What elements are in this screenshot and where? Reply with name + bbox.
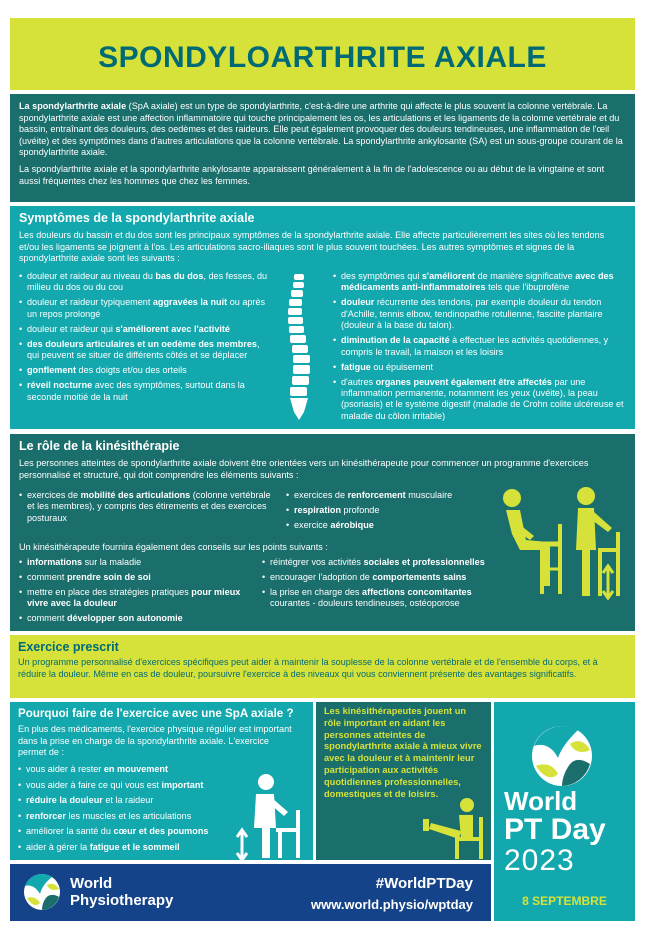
world-pt-day-logo [494,702,635,921]
symptoms-list-left [19,271,269,407]
logo-year-text: 2023 [504,844,575,877]
footer-org-line-2: Physiotherapy [70,892,174,909]
logo-ptday-text: PT Day [504,813,606,846]
intro-section [10,94,635,202]
role-section [316,702,491,860]
symptoms-section [10,206,635,429]
list-item: • vous aider à rester en mouvement [18,764,233,775]
list-item: • douleur et raideur typiquement aggravées la nuit ou après un repos prolongé [19,297,269,320]
list-item: • des symptômes qui s'améliorent de manière significative avec des médicaments anti-inflammatoires tels que l'ibuprofène [333,271,631,294]
kine-advice-title: Un kinésithérapeute fournira également des conseils sur les points suivants : [19,542,328,552]
list-item: • aider à gérer la fatigue et le sommeil [18,842,233,853]
kine-intro: Les personnes atteintes de spondylarthrite axiale doivent être orientées vers un kinésithérapeute pour commencer un programme d'exercices personnalisé et structuré, qui doit comprendre les éléments suivants : [19,458,589,480]
list-item: • douleur et raideur qui s'améliorent avec l'activité [19,324,269,335]
role-text: Les kinésithérapeutes jouent un rôle important en aidant les personnes atteintes de spondylarthrite axiale à mieux vivre avec la douleur et à maintenir leur participation aux activités quotidiennes professionnelles, domestiques et de loisirs. [324,706,482,799]
list-item: • améliorer la santé du cœur et des poumons [18,826,233,837]
advice-list-left [19,557,259,628]
footer-org-name [70,875,173,909]
list-item: • d'autres organes peuvent également être affectés par une inflammation permanente, notamment les yeux (uvéite), la peau (psoriasis) et le système digestif (maladie de Crohn colite ulcéreuse et maladie du côlon irritable) [333,377,631,423]
list-item: • réduire la douleur et la raideur [18,795,233,806]
intro-text: (SpA axiale) est un type de spondylarthrite, c'est-à-dire une arthrite qui affecte le plus souvent la colonne vertébrale. La spondylarthrite axiale est une affection inflammatoire qui touche principalement les os, les articulations et les ligaments de la colonne vertébrale et du bassin, entraînant des douleurs, des oedèmes et des raideurs. Elle peut également provoquer des douleurs tendineuses, une inflammation de l'œil (uvéite) et des symptômes dans d'autres articulations que la colonne vertébrale. La spondylarthrite ankylosante (SA) est un sous-groupe courant de la spondylarthrite axiale. [19,101,623,158]
footer-url-link[interactable]: www.world.physio/wptday [310,897,473,912]
list-item: • douleur récurrente des tendons, par exemple douleur du tendon d'Achille, tennis elbow, tendinopathie rotulienne, fasciite plantaire (douleur à la base du talon). [333,297,631,331]
advice-list-right [262,557,507,613]
kine-section [10,434,635,631]
logo-world-text: World [504,786,578,816]
why-title: Pourquoi faire de l'exercice avec une SpA axiale ? [18,707,294,720]
footer-org-line-1: World [70,875,113,892]
page-title: SPONDYLOARTHRITE AXIALE [98,41,547,74]
exercise-list-left [19,490,279,528]
spine-icon [278,272,318,422]
list-item: • renforcer les muscles et les articulations [18,811,233,822]
why-list [18,764,233,858]
prescribed-text: Un programme personnalisé d'exercices spécifiques peut aider à maintenir la souplesse de la colonne vertébrale et de l'ensemble du corps, et à réduire la douleur. Même en cas de douleur, poursuivre l'exercice à des niveaux qui vous conviennent présente des avantages significatifs. [18,657,598,679]
exercise-list-right [286,490,486,535]
world-physiotherapy-globe-icon [528,722,596,790]
list-item: • des douleurs articulaires et un oedème des membres, qui peuvent se situer de différents côtés et se déplacer [19,339,269,362]
event-date: 8 SEPTEMBRE [522,894,607,908]
list-item: • exercices de mobilité des articulations (colonne vertébrale et les membres), y compris des étirements et des exercices posturaux [19,490,279,524]
list-item: • la prise en charge des affections concomitantes courantes - douleurs tendineuses, ostéoporose [262,587,507,610]
symptoms-intro: Les douleurs du bassin et du dos sont les principaux symptômes de la spondylarthrite axiale. Elle affecte particulièrement les sites où les tendons et/ou les ligaments se joignent à l'os. Les articulations sacro-iliaques sont le plus souvent touchées. Les autres symptômes et signes de la spondylarthrite axiale sont les suivants : [19,230,605,264]
prescribed-section [10,635,635,698]
list-item: • comment développer son autonomie [19,613,259,624]
list-item: • respiration profonde [286,505,486,516]
list-item: • comment prendre soin de soi [19,572,259,583]
list-item: • diminution de la capacité à effectuer les activités quotidiennes, y compris le travail, la maison et les loisirs [333,335,631,358]
list-item: • exercice aérobique [286,520,486,531]
list-item: • exercices de renforcement musculaire [286,490,486,501]
sit-to-stand-exercise-icon [490,484,630,614]
list-item: • informations sur la maladie [19,557,259,568]
title-banner [10,18,635,90]
list-item: • mettre en place des stratégies pratiques pour mieux vivre avec la douleur [19,587,259,610]
list-item: • douleur et raideur au niveau du bas du dos, des fesses, du milieu du dos ou du cou [19,271,269,294]
footer [10,864,491,921]
intro-paragraph-1 [19,101,626,159]
list-item: • réintégrer vos activités sociales et professionnelles [262,557,507,568]
why-section [10,702,313,860]
standing-person-with-chair-icon [232,772,312,860]
intro-paragraph-2: La spondylarthrite axiale et la spondylarthrite ankylosante apparaissent généralement à la fin de l'adolescence ou au début de la vingtaine et sont aussi fréquentes chez les hommes que chez les femmes. [19,163,605,186]
prescribed-title: Exercice prescrit [18,640,119,654]
why-intro: En plus des médicaments, l'exercice physique régulier est important dans la prise en charge de la spondylarthrite axiale. L'exercice permet de : [18,724,292,758]
list-item: • fatigue ou épuisement [333,362,631,373]
list-item: • encourager l'adoption de comportements sains [262,572,507,583]
footer-hashtag: #WorldPTDay [375,875,473,892]
list-item: • réveil nocturne avec des symptômes, surtout dans la seconde moitié de la nuit [19,380,269,403]
intro-lead: La spondylarthrite axiale [19,101,127,111]
seated-leg-extension-icon [411,797,489,859]
symptoms-title: Symptômes de la spondylarthrite axiale [19,211,255,225]
symptoms-list-right [333,271,631,426]
kine-title: Le rôle de la kinésithérapie [19,439,180,453]
world-physiotherapy-logo-icon [22,872,62,912]
list-item: • gonflement des doigts et/ou des orteils [19,365,269,376]
list-item: • vous aider à faire ce qui vous est important [18,780,233,791]
